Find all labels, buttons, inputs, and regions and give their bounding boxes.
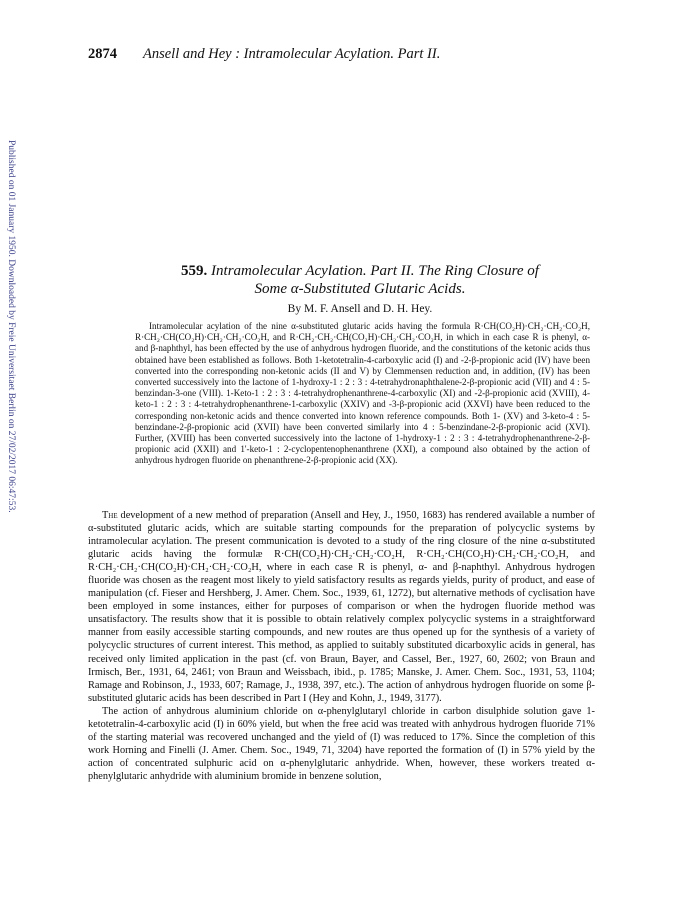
body-text bbox=[88, 509, 595, 783]
watermark-text: Published on 01 January 1950. Downloaded by Freie Universitaet Berlin on 27/02/2017 06:47:53. bbox=[6, 140, 16, 513]
title-line-1-text: Intramolecular Acylation. Part II. The Ring Closure of bbox=[211, 263, 539, 279]
running-head bbox=[88, 46, 588, 63]
running-title: Ansell and Hey : Intramolecular Acylation. Part II. bbox=[143, 46, 441, 62]
title-line-2: Some α-Substituted Glutaric Acids. bbox=[254, 281, 466, 297]
page-number: 2874 bbox=[88, 46, 117, 62]
paragraph-1-lead: The bbox=[102, 510, 118, 521]
paragraph-2: The action of anhydrous aluminium chloride on α-phenylglutaryl chloride in carbon disulphide solution gave 1-ketotetralin-4-carboxylic acid (I) in 60% yield, but when the free acid was treated with anhydrous hydrogen fluoride 71% of the starting material was recovered unchanged and the yield of (I) was reduced to 17%. Since the completion of this work Horning and Finelli (J. Amer. Chem. Soc., 1949, 71, 3204) have reported the formation of (I) in 57% yield by the action of concentrated sulphuric acid on α-phenylglutaric anhydride. When, however, these workers treated α-phenylglutaric anhydride with aluminium bromide in benzene solution, bbox=[88, 705, 595, 782]
title-line-1 bbox=[120, 262, 600, 280]
article-number: 559. bbox=[181, 263, 208, 279]
download-watermark bbox=[4, 140, 16, 570]
article-title bbox=[120, 262, 600, 298]
abstract bbox=[135, 321, 590, 467]
authors: By M. F. Ansell and D. H. Hey. bbox=[287, 303, 433, 315]
paragraph-1-text: development of a new method of preparation (Ansell and Hey, J., 1950, 1683) has rendered available a number of α-substituted glutaric acids, which are suitable starting compounds for the preparation of polycyclic systems by intramolecular acylation. The present communication is devoted to a study of the ring closure of the nine α-substituted glutaric acids having the formulæ R·CH(CO₂H)·CH₂·CH₂·CO₂H, R·CH₂·CH(CO₂H)·CH₂·CH₂·CO₂H, and R·CH₂·CH₂·CH(CO₂H)·CH₂·CH₂·CO₂H, where in each case R is phenyl, α- and β-naphthyl. Anhydrous hydrogen fluoride was chosen as the reagent most likely to yield satisfactory results as regards yields, purity of product, and ease of manipulation (cf. Fieser and Hershberg, J. Amer. Chem. Soc., 1939, 61, 1272), but alternative methods of cyclisation have been employed in some instances, either for purposes of comparison or when the hydrogen fluoride method was unsatisfactory. The results show that it is possible to obtain relatively complex polycyclic systems in a straightforward manner from easily accessible starting compounds, and new routes are thus opened up for the synthesis of a variety of polycyclic structures of current interest. This method, as applied to suitably substituted dicarboxylic acids in general, has received only limited application in the past (cf. von Braun, Bayer, and Cassel, Ber., 1927, 60, 2602; von Braun and Irmisch, Ber., 1931, 64, 2461; von Braun and Weissbach, ibid., p. 1785; Manske, J. Amer. Chem. Soc., 1931, 53, 1104; Ramage and Robinson, J., 1933, 607; Ramage, J., 1938, 397, etc.). The action of anhydrous hydrogen fluoride on some β-substituted glutaric acids has been described in Part I (Hey and Kohn, J., 1949, 3177). bbox=[88, 510, 595, 704]
abstract-text: Intramolecular acylation of the nine α-substituted glutaric acids having the formula R·CH(CO₂H)·CH₂·CH₂·CO₂H, R·CH₂·CH(CO₂H)·CH₂·CH₂·CO₂H, and R·CH₂·CH₂·CH(CO₂H)·CH₂·CH₂·CO₂H, in which in each case R is phenyl, α- and β-naphthyl, has been effected by the use of anhydrous hydrogen fluoride, and the constitutions of the ketonic acids thus obtained have been established as follows. Both 1-ketotetralin-4-carboxylic acid (I) and -2-β-propionic acid (IV) have been converted into the corresponding non-ketonic acids (II and V) by Clemmensen reduction and, in addition, (IV) has been converted successively into the lactone of 1-hydroxy-1 : 2 : 3 : 4-tetrahydronaphthalene-2-β-propionic acid (VII) and 4 : 5-benzindan-3-one (VIII). 1-Keto-1 : 2 : 3 : 4-tetrahydrophenanthrene-4-carboxylic (XI) and -2-β-propionic acid (XVIII), 4-keto-1 : 2 : 3 : 4-tetrahydrophenanthrene-1-carboxylic (XXIV) and -3-β-propionic acid (XXVI) have been reduced to the corresponding non-ketonic acids and thence converted into known reference compounds. Both 1- (XV) and 3-keto-4 : 5-benzindane-2-β-propionic acid (XVII) have been converted similarly into 4 : 5-benzindane-2-β-propionic acid (XVI). Further, (XVIII) has been converted successively into the lactone of 1-hydroxy-1 : 2 : 3 : 4-tetrahydrophenanthrene-2-β-propionic acid (XXII) and 1'-keto-1 : 2-cyclopentenophenanthrene (XXI), a compound also obtained by the action of anhydrous hydrogen fluoride on phenanthrene-2-β-propionic acid (XX). bbox=[135, 321, 590, 466]
paragraph-1 bbox=[88, 509, 595, 705]
